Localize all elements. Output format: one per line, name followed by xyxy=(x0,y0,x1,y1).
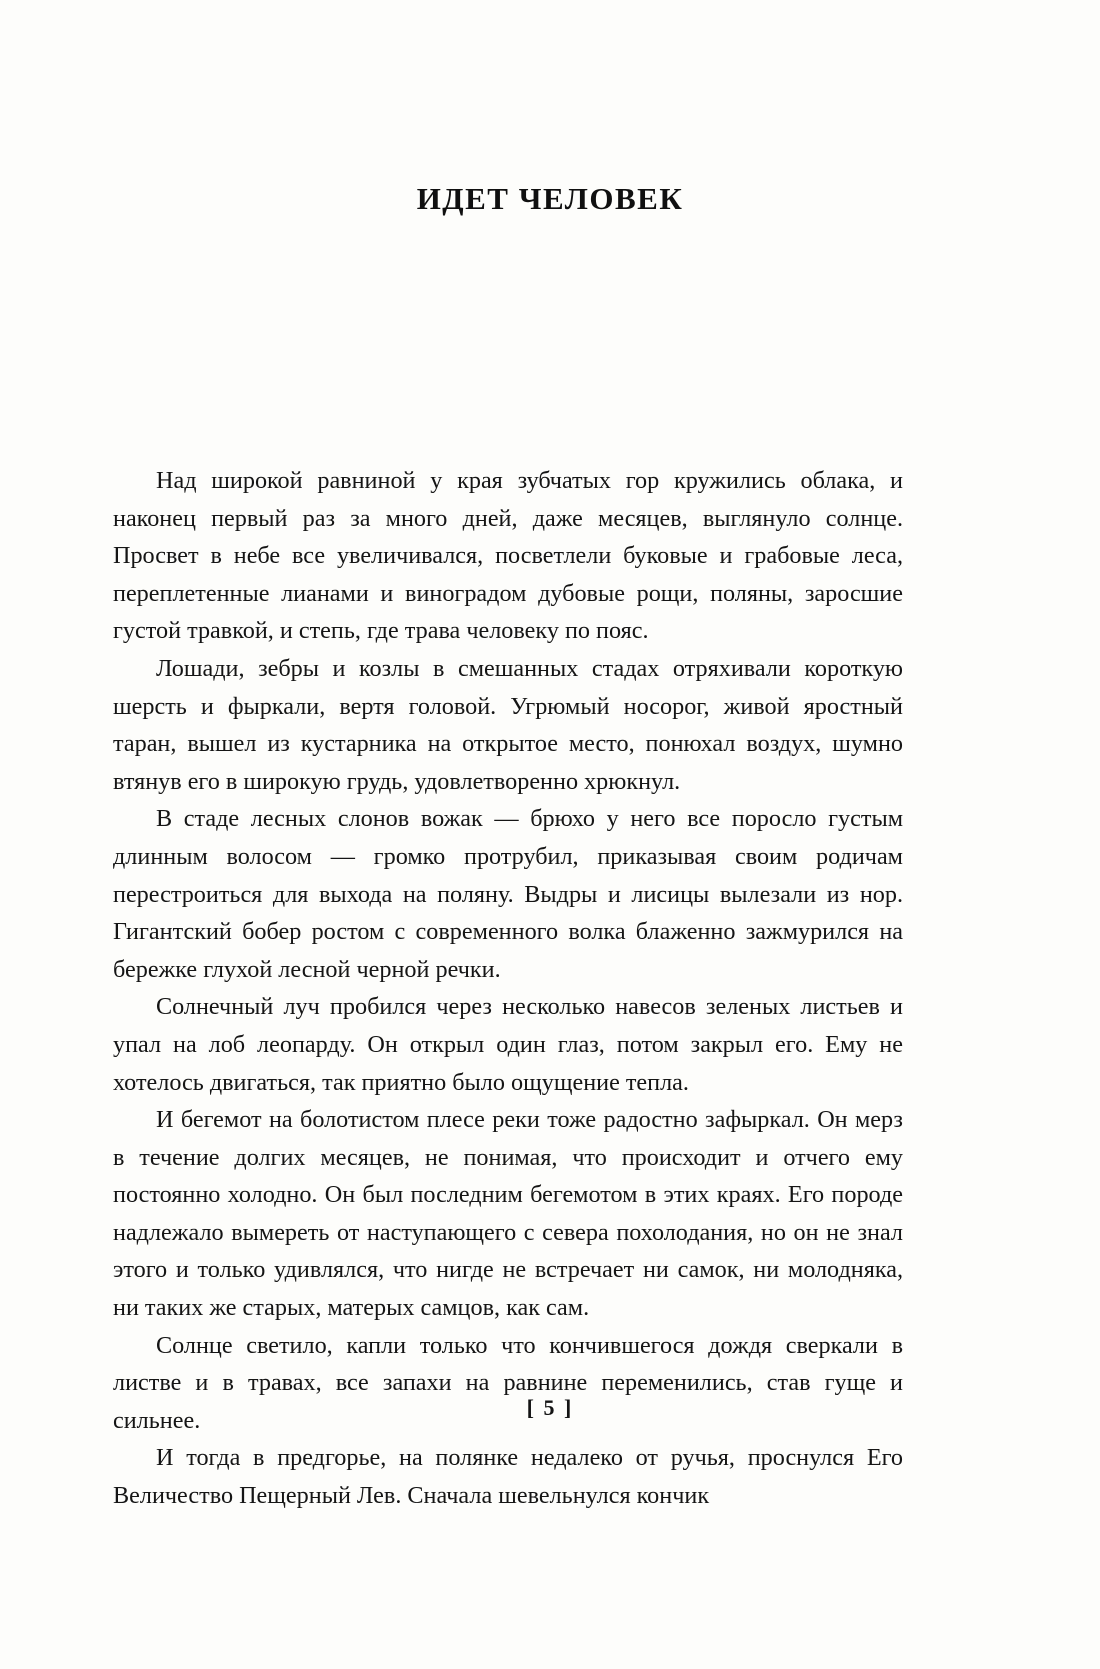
page-number: [ 5 ] xyxy=(526,1395,574,1420)
paragraph: Над широкой равниной у края зубчатых гор кружились облака, и наконец первый раз за много дней, даже месяцев, выглянуло солнце. Просвет в небе все увеличивался, посветлели буковые и грабовые леса, переплетенные лианами и виноградом дубовые рощи, поляны, заросшие густой травкой, и степь, где трава человеку по пояс. xyxy=(113,467,903,645)
paragraph: Лошади, зебры и козлы в смешанных стадах отряхивали короткую шерсть и фыркали, вертя головой. Угрюмый носорог, живой яростный таран, вышел из кустарника на открытое место, понюхал воздух, шумно втянув его в широкую грудь, удовлетворенно хрюкнул. xyxy=(113,654,903,795)
body-text xyxy=(113,462,903,1515)
paragraph: Солнце светило, капли только что кончившегося дождя сверкали в листве и в травах, все запахи на равнине переменились, став гуще и сильнее. xyxy=(113,1331,903,1434)
paragraph: В стаде лесных слонов вожак — брюхо у него все поросло густым длинным волосом — громко протрубил, приказывая своим родичам перестроиться для выхода на поляну. Выдры и лисицы вылезали из нор. Гигантский бобер ростом с современного волка блаженно зажмурился на бережке глухой лесной черной речки. xyxy=(113,805,903,983)
paragraph: И тогда в предгорье, на полянке недалеко от ручья, проснулся Его Величество Пещерный Лев. Сначала шевельнулся кончик xyxy=(113,1444,903,1510)
paragraph: И бегемот на болотистом плесе реки тоже радостно зафыркал. Он мерз в течение долгих месяцев, не понимая, что происходит и отчего ему постоянно холодно. Он был последним бегемотом в этих краях. Его породе надлежало вымереть от наступающего с севера похолодания, но он не знал этого и только удивлялся, что нигде не встречает ни самок, ни молодняка, ни таких же старых, матерых самцов, как сам. xyxy=(113,1106,903,1322)
page-title: ИДЕТ ЧЕЛОВЕК xyxy=(416,180,684,216)
paragraph: Солнечный луч пробился через несколько навесов зеленых листьев и упал на лоб леопарду. Он открыл один глаз, потом закрыл его. Ему не хотелось двигаться, так приятно было ощущение тепла. xyxy=(113,993,903,1096)
